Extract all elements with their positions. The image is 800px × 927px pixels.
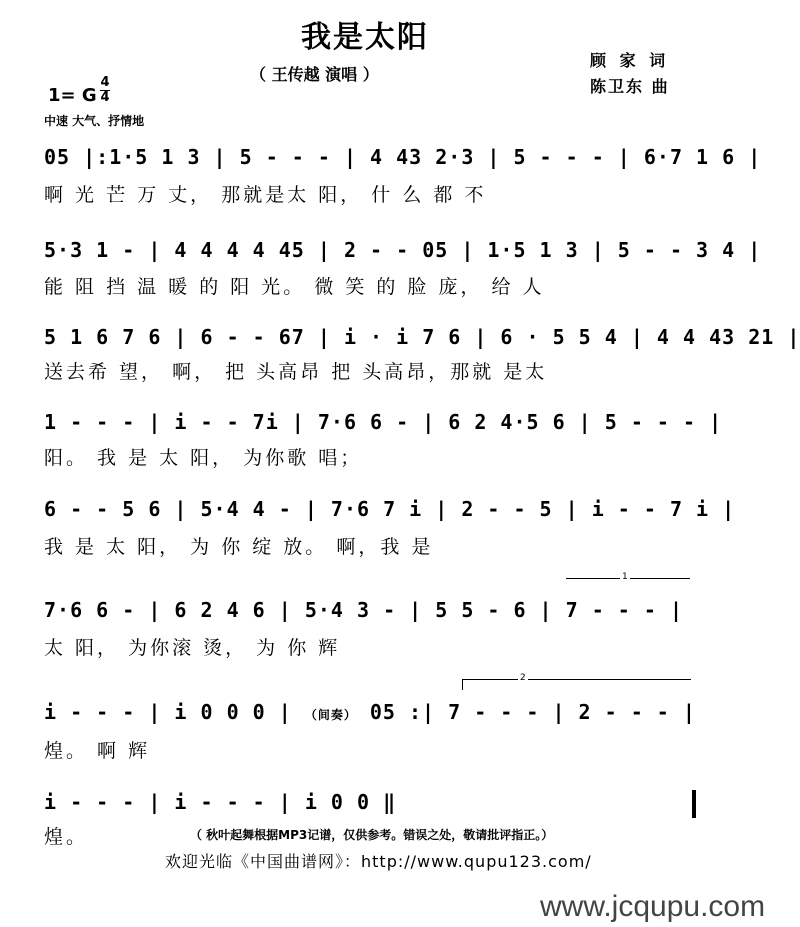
watermark: www.jcqupu.com xyxy=(540,890,766,923)
lyric-row-3: 送去希 望， 啊， 把 头高昂 把 头高昂，那就 是太 xyxy=(44,361,548,383)
interlude-marker: （间奏） xyxy=(304,708,357,722)
lyric-row-4: 阳。 我 是 太 阳， 为你歌 唱； xyxy=(44,447,363,469)
lyric-row-5: 我 是 太 阳， 为 你 绽 放。 啊，我 是 xyxy=(44,536,434,558)
notation-row-4: 1 - - - | i - - 7i | 7·6 6 - | 6 2 4·5 6 | 5 - - - | xyxy=(44,410,723,434)
time-signature xyxy=(100,76,110,105)
performer-credit: （ 王传越 演唱 ） xyxy=(250,65,379,84)
notation-row-1: 05 |:1·5 1 3 | 5 - - - | 4 43 2·3 | 5 - - - | 6·7 1 6 | xyxy=(44,145,762,169)
notation-row-3: 5 1 6 7 6 | 6 - - 67 | i · i 7 6 | 6 · 5 5 4 | 4 4 43 21 | xyxy=(44,325,800,349)
volta-number-2: 2 xyxy=(520,673,526,683)
notation-row-8: i - - - | i - - - | i 0 0 ‖ xyxy=(44,790,397,814)
lyric-row-2: 能 阻 挡 温 暖 的 阳 光。 微 笑 的 脸 庞， 给 人 xyxy=(44,276,545,298)
notation-row-7-part-2: 05 :| 7 - - - | 2 - - - | xyxy=(369,700,696,724)
lyric-row-8: 煌。 xyxy=(44,826,89,848)
notation-row-7-part-1: i - - - | i 0 0 0 | xyxy=(44,700,292,724)
volta-number-1: 1 xyxy=(622,572,628,582)
lyric-row-1: 啊 光 芒 万 丈， 那就是太 阳， 什 么 都 不 xyxy=(44,184,487,206)
meter-top: 4 xyxy=(100,75,110,90)
lyricist-credit: 顾 家 词 xyxy=(590,51,670,70)
transcription-note: （ 秋叶起舞根据MP3记谱，仅供参考。错误之处，敬请批评指正。） xyxy=(190,828,554,842)
final-barline xyxy=(692,790,696,818)
lyric-row-7: 煌。 啊 辉 xyxy=(44,740,151,762)
notation-row-6: 7·6 6 - | 6 2 4 6 | 5·4 3 - | 5 5 - 6 | 7 - - - | xyxy=(44,598,684,622)
notation-row-5: 6 - - 5 6 | 5·4 4 - | 7·6 7 i | 2 - - 5 | i - - 7 i | xyxy=(44,497,736,521)
key-signature: 1= G xyxy=(48,85,97,106)
notation-row-2: 5·3 1 - | 4 4 4 4 45 | 2 - - 05 | 1·5 1 3 | 5 - - 3 4 | xyxy=(44,238,762,262)
lyric-row-6: 太 阳， 为你滚 烫， 为 你 辉 xyxy=(44,637,341,659)
volta-bracket-2 xyxy=(462,673,691,690)
site-credit: 欢迎光临《中国曲谱网》：http://www.qupu123.com/ xyxy=(165,852,592,871)
volta-bracket-1 xyxy=(566,572,690,589)
composer-credit: 陈卫东 曲 xyxy=(590,77,670,96)
tempo-marking: 中速 大气、抒情地 xyxy=(44,114,145,128)
meter-bottom: 4 xyxy=(100,90,110,105)
song-title: 我是太阳 xyxy=(301,20,429,55)
notation-row-7 xyxy=(44,700,696,724)
